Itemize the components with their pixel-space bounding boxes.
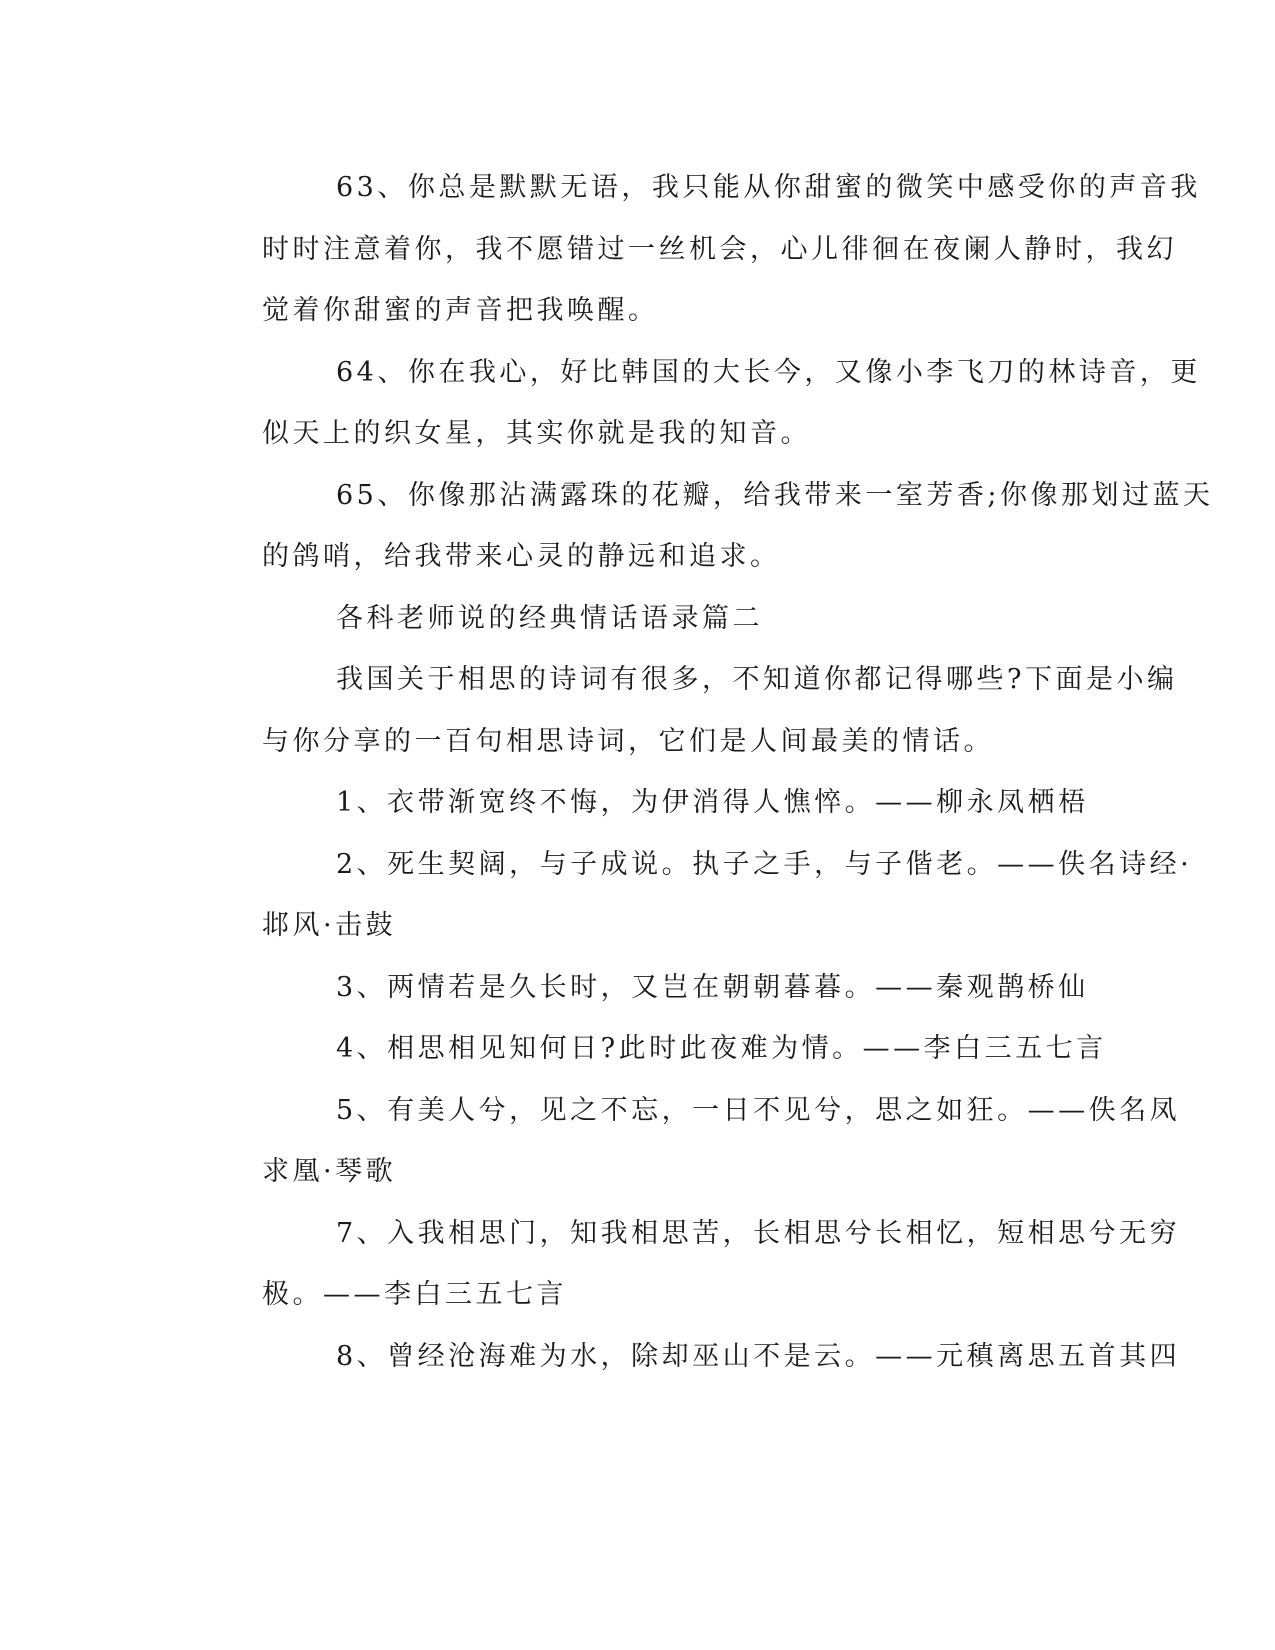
text-line: 5、有美人兮，见之不忘，一日不见兮，思之如狂。——佚名凤: [336, 1094, 1181, 1126]
text-line: 求凰·琴歌: [262, 1156, 397, 1187]
text-line: 3、两情若是久长时，又岂在朝朝暮暮。——秦观鹊桥仙: [336, 971, 1089, 1003]
poem-item-7: [188, 1203, 1181, 1326]
text-line: 7、入我相思门，知我相思苦，长相思兮长相忆，短相思兮无穷: [336, 1217, 1181, 1249]
text-line: 与你分享的一百句相思诗词，它们是人间最美的情话。: [262, 725, 994, 757]
text-line: 1、衣带渐宽终不悔，为伊消得人憔悴。——柳永凤栖梧: [336, 787, 1089, 818]
document-body: [188, 157, 1214, 1387]
poem-item-5: [188, 1080, 1181, 1203]
poem-item-8: [188, 1326, 1181, 1388]
text-line: 我国关于相思的诗词有很多，不知道你都记得哪些?下面是小编: [336, 664, 1178, 695]
section-heading: [188, 588, 1086, 650]
text-line: 65、你像那沾满露珠的花瓣，给我带来一室芳香;你像那划过蓝天: [336, 479, 1214, 511]
text-line: 极。——李白三五七言: [262, 1279, 567, 1310]
text-line: 的鸽哨，给我带来心灵的静远和追求。: [262, 541, 781, 572]
text-line: 时时注意着你，我不愿错过一丝机会，心儿徘徊在夜阑人静时，我幻: [262, 233, 1177, 265]
text-line: 4、相思相见知何日?此时此夜难为情。——李白三五七言: [336, 1033, 1107, 1064]
poem-item-4: [188, 1018, 1107, 1080]
paragraph-63: [188, 157, 1201, 342]
section-title: 各科老师说的经典情话语录篇二: [336, 602, 763, 634]
paragraph-64: [188, 342, 1201, 465]
paragraph-65: [188, 465, 1214, 588]
text-line: 64、你在我心，好比韩国的大长今，又像小李飞刀的林诗音，更: [336, 356, 1201, 388]
poem-item-1: [188, 772, 1089, 834]
intro-paragraph: [188, 649, 1178, 772]
text-line: 2、死生契阔，与子成说。执子之手，与子偕老。——佚名诗经·: [336, 848, 1193, 880]
poem-item-2: [188, 834, 1193, 957]
text-line: 觉着你甜蜜的声音把我唤醒。: [262, 295, 659, 326]
text-line: 8、曾经沧海难为水，除却巫山不是云。——元稹离思五首其四: [336, 1340, 1181, 1372]
text-line: 似天上的织女星，其实你就是我的知音。: [262, 418, 811, 449]
text-line: 邶风·击鼓: [262, 910, 397, 941]
poem-item-3: [188, 957, 1089, 1019]
text-line: 63、你总是默默无语，我只能从你甜蜜的微笑中感受你的声音我: [336, 172, 1201, 203]
